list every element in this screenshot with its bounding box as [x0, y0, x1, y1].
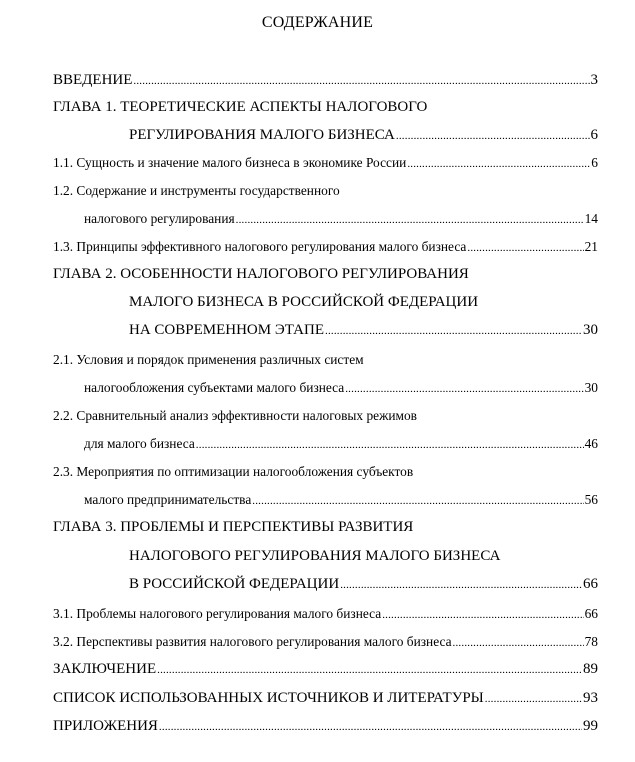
toc-entry-text: 1.1. Сущность и значение малого бизнеса в экономике России	[53, 155, 407, 170]
toc-section-3-1[interactable]	[53, 606, 598, 628]
toc-section-2-3[interactable]	[53, 464, 598, 486]
toc-entry-text: ГЛАВА 1. ТЕОРЕТИЧЕСКИЕ АСПЕКТЫ НАЛОГОВОГО	[53, 99, 428, 115]
toc-entry-text: В РОССИЙСКОЙ ФЕДЕРАЦИИ	[129, 576, 340, 592]
toc-page-number: 56	[584, 492, 598, 507]
dot-leader	[325, 325, 582, 337]
toc-entry-text: ЗАКЛЮЧЕНИЕ	[53, 661, 157, 677]
toc-entry-text: 3.2. Перспективы развития налогового регулирования малого бизнеса	[53, 634, 452, 649]
toc-page-number: 66	[583, 576, 598, 592]
toc-page-number: 6	[590, 127, 598, 143]
dot-leader	[340, 579, 582, 591]
toc-entry-text: ГЛАВА 3. ПРОБЛЕМЫ И ПЕРСПЕКТИВЫ РАЗВИТИЯ	[53, 519, 414, 535]
toc-entry-text: для малого бизнеса	[84, 436, 195, 451]
toc-entry-text: ПРИЛОЖЕНИЯ	[53, 718, 158, 734]
toc-chapter-2-heading-cont[interactable]	[129, 294, 598, 316]
toc-entry-introduction[interactable]	[53, 72, 598, 94]
toc-page-number: 78	[584, 634, 598, 649]
dot-leader	[407, 158, 590, 170]
toc-entry-conclusion[interactable]	[53, 661, 598, 683]
dot-leader	[159, 721, 582, 733]
dot-leader	[345, 383, 583, 395]
toc-entry-text: налогового регулирования	[84, 211, 235, 226]
toc-entry-text: НАЛОГОВОГО РЕГУЛИРОВАНИЯ МАЛОГО БИЗНЕСА	[129, 548, 501, 564]
toc-section-2-3-cont[interactable]	[84, 492, 598, 514]
toc-entry-text: НА СОВРЕМЕННОМ ЭТАПЕ	[129, 322, 324, 338]
dot-leader	[133, 75, 589, 87]
toc-section-1-2-cont[interactable]	[84, 211, 598, 233]
toc-entry-text: ГЛАВА 2. ОСОБЕННОСТИ НАЛОГОВОГО РЕГУЛИРОВАНИЯ	[53, 266, 469, 282]
toc-chapter-3-heading-cont2[interactable]	[129, 576, 598, 598]
toc-entry-text: СПИСОК ИСПОЛЬЗОВАННЫХ ИСТОЧНИКОВ И ЛИТЕРАТУРЫ	[53, 690, 484, 706]
toc-chapter-2-heading-cont2[interactable]	[129, 322, 598, 344]
toc-entry-text: ВВЕДЕНИЕ	[53, 72, 133, 88]
toc-section-1-3[interactable]	[53, 239, 598, 261]
toc-chapter-3-heading[interactable]	[53, 519, 598, 541]
toc-entry-references[interactable]	[53, 690, 598, 712]
dot-leader	[252, 495, 583, 507]
page-title: СОДЕРЖАНИЕ	[261, 14, 374, 31]
toc-chapter-1-heading-cont[interactable]	[129, 127, 598, 149]
toc-chapter-3-heading-cont[interactable]	[129, 548, 598, 570]
toc-page-number: 6	[591, 155, 598, 170]
toc-entry-text: малого предпринимательства	[84, 492, 252, 507]
dot-leader	[453, 637, 584, 649]
dot-leader	[382, 609, 583, 621]
toc-entry-text: 2.3. Мероприятия по оптимизации налогообложения субъектов	[53, 464, 414, 479]
toc-page-number: 46	[584, 436, 598, 451]
toc-entry-text: 2.2. Сравнительный анализ эффективности налоговых режимов	[53, 408, 418, 423]
toc-page-number: 99	[583, 718, 598, 734]
dot-leader	[236, 214, 584, 226]
toc-section-2-1-cont[interactable]	[84, 380, 598, 402]
toc-section-2-2-cont[interactable]	[84, 436, 598, 458]
dot-leader	[157, 664, 582, 676]
toc-entry-text: 3.1. Проблемы налогового регулирования малого бизнеса	[53, 606, 382, 621]
toc-entry-text: 1.3. Принципы эффективного налогового регулирования малого бизнеса	[53, 239, 467, 254]
toc-page-number: 30	[583, 322, 598, 338]
toc-entry-text: 1.2. Содержание и инструменты государственного	[53, 183, 340, 198]
toc-entry-appendices[interactable]	[53, 718, 598, 740]
toc-page-number: 21	[584, 239, 598, 254]
toc-section-2-2[interactable]	[53, 408, 598, 430]
toc-page-number: 93	[583, 690, 598, 706]
toc-entry-text: МАЛОГО БИЗНЕСА В РОССИЙСКОЙ ФЕДЕРАЦИИ	[129, 294, 479, 310]
toc-section-1-2[interactable]	[53, 183, 598, 205]
dot-leader	[396, 130, 590, 142]
toc-chapter-2-heading[interactable]	[53, 266, 598, 288]
toc-entry-text: РЕГУЛИРОВАНИЯ МАЛОГО БИЗНЕСА	[129, 127, 395, 143]
toc-section-3-2[interactable]	[53, 634, 598, 656]
toc-page-number: 66	[584, 606, 598, 621]
toc-page-number: 14	[584, 211, 598, 226]
toc-section-1-1[interactable]	[53, 155, 598, 177]
toc-chapter-1-heading[interactable]	[53, 99, 598, 121]
dot-leader	[196, 439, 584, 451]
toc-page-number: 3	[590, 72, 598, 88]
dot-leader	[485, 693, 582, 705]
toc-entry-text: 2.1. Условия и порядок применения различных систем	[53, 352, 364, 367]
dot-leader	[467, 242, 583, 254]
toc-section-2-1[interactable]	[53, 352, 598, 374]
toc-entry-text: налогообложения субъектами малого бизнеса	[84, 380, 345, 395]
toc-page-number: 30	[584, 380, 598, 395]
toc-page-number: 89	[583, 661, 598, 677]
